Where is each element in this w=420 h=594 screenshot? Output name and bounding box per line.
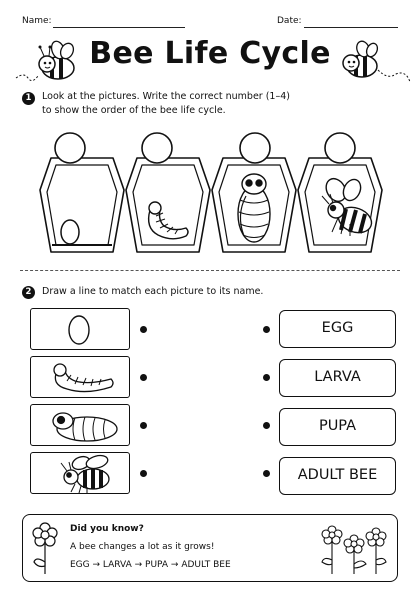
flower-icon (318, 522, 390, 576)
did-you-know-sequence: EGG → LARVA → PUPA → ADULT BEE (70, 560, 231, 570)
match-dot-left-3[interactable] (140, 422, 147, 429)
order-answer-circle-1 (55, 133, 85, 163)
match-dot-right-4[interactable] (263, 470, 270, 477)
pupa-icon (238, 174, 270, 242)
match-picture-adult-bee (30, 452, 130, 494)
pupa-icon (31, 405, 131, 447)
section-divider (20, 270, 400, 271)
match-name-larva: LARVA (279, 359, 396, 397)
match-picture-larva (30, 356, 130, 398)
page-title: Bee Life Cycle (89, 36, 331, 71)
did-you-know-heading: Did you know? (70, 524, 144, 534)
match-picture-egg (30, 308, 130, 350)
flower-icon (30, 522, 60, 576)
bee-icon (31, 453, 131, 495)
life-cycle-picture-row (0, 0, 420, 270)
section-1-instruction-line2: to show the order of the bee life cycle. (42, 105, 226, 116)
egg-icon (31, 309, 131, 351)
match-picture-pupa (30, 404, 130, 446)
date-label: Date: (277, 16, 302, 26)
order-answer-circle-3 (240, 133, 270, 163)
section-2-number: 2 (22, 286, 35, 299)
match-dot-left-4[interactable] (140, 470, 147, 477)
section-1-number: 1 (22, 92, 35, 105)
match-dot-right-2[interactable] (263, 374, 270, 381)
did-you-know-fact: A bee changes a lot as it grows! (70, 542, 215, 552)
match-dot-right-1[interactable] (263, 326, 270, 333)
order-answer-circle-2 (142, 133, 172, 163)
match-name-egg: EGG (279, 310, 396, 348)
match-dot-left-2[interactable] (140, 374, 147, 381)
match-name-adult-bee: ADULT BEE (279, 457, 396, 495)
section-2-instruction: Draw a line to match each picture to its name. (42, 286, 264, 297)
order-answer-circle-4 (325, 133, 355, 163)
section-1-instruction-line1: Look at the pictures. Write the correct number (1–4) (42, 91, 290, 102)
match-dot-left-1[interactable] (140, 326, 147, 333)
name-label: Name: (22, 16, 52, 26)
match-name-pupa: PUPA (279, 408, 396, 446)
larva-icon (31, 357, 131, 399)
match-dot-right-3[interactable] (263, 422, 270, 429)
